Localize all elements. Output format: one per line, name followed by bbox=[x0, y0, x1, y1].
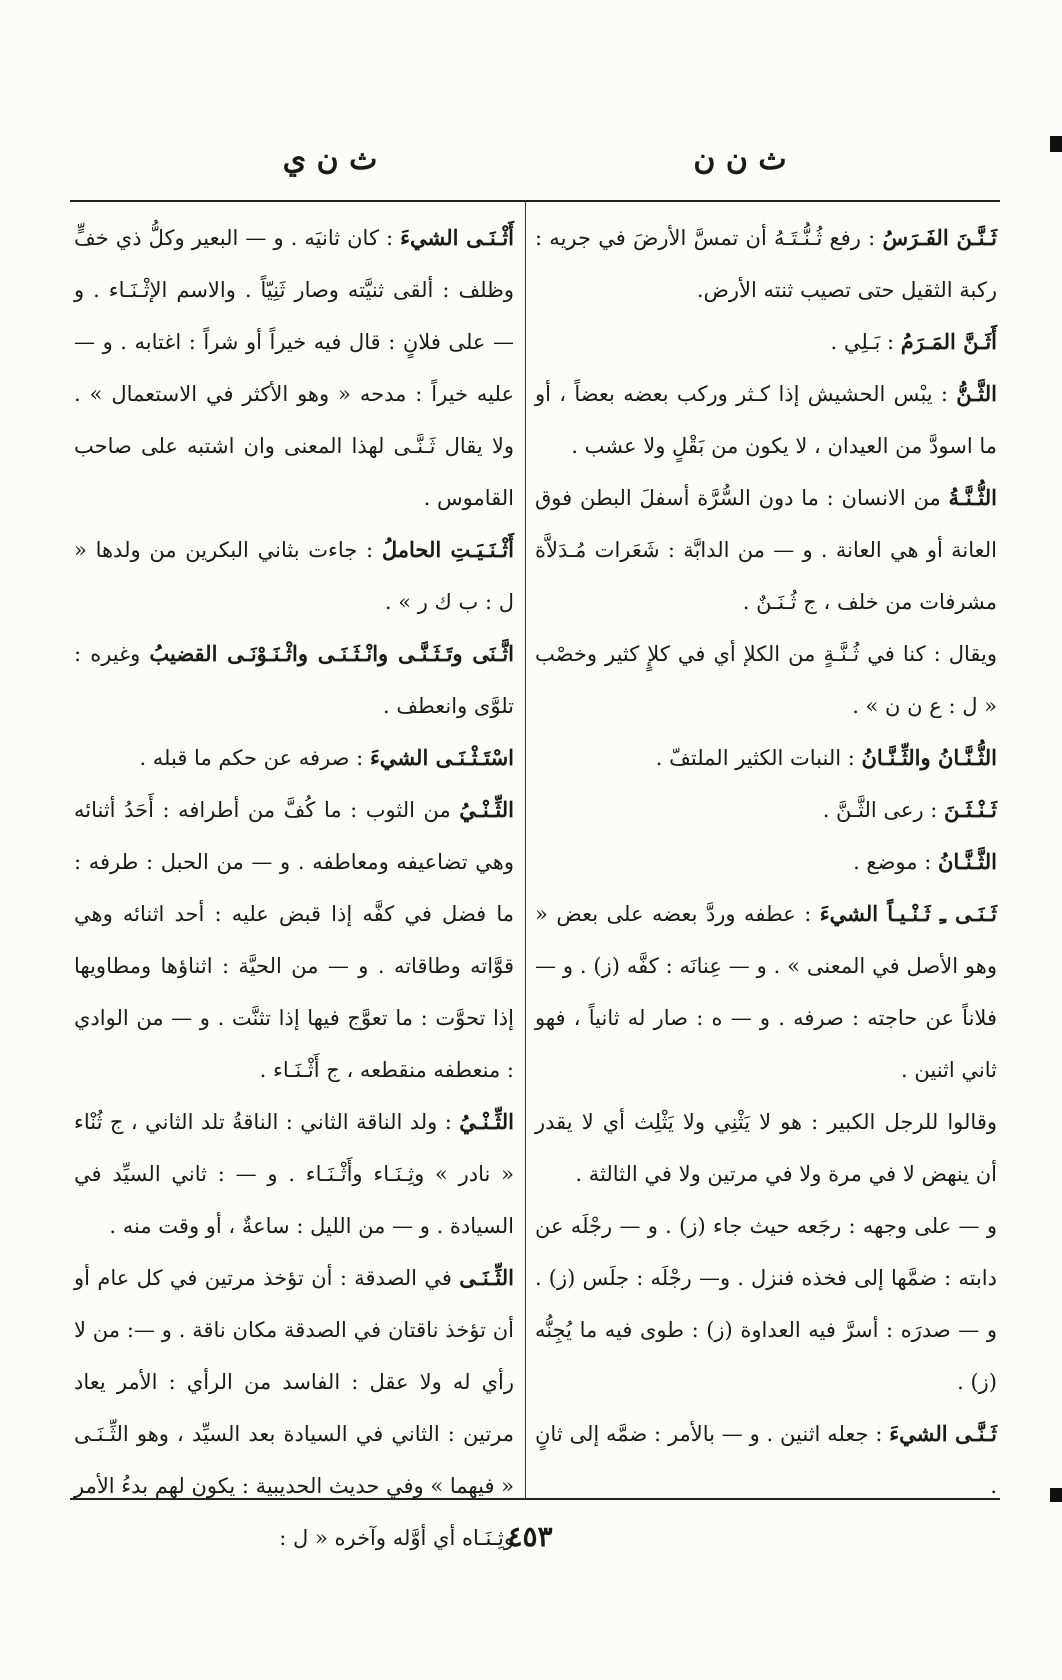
entry-definition: من الانسان : ما دون السُّرَّة أسفلَ البطن فوق العانة أو هي العانة . و — من الدابَّة : شَعَرات مُـدَلاَّة مشرفات من خلف ، ج ثُـنَـنٌ . bbox=[535, 486, 997, 614]
entry-definition: و — على وجهه : رجَعه حيث جاء (ز) . و — رجْلَه عن دابته : ضمَّها إلى فخذه فنزل . و— رجْلَه : جلَس (ز) . و — صدرَه : أسرَّ فيه العداوة (ز) : طوى فيه ما يُجِنُّه (ز) . bbox=[535, 1214, 997, 1394]
dictionary-entry bbox=[535, 368, 997, 472]
entry-definition: : جعله اثنين . و — بالأمر : ضمَّه إلى ثانٍ . bbox=[535, 1422, 997, 1498]
column-divider bbox=[525, 200, 526, 1498]
entry-headword: الثِّـنْـيُ bbox=[459, 797, 514, 822]
entry-definition: في الصدقة : أن تؤخذ مرتين في كل عام أو أن تؤخذ ناقتان في الصدقة مكان ناقة . و —: من لا رأي له ولا عقل : الفاسد من الرأي : الأمر يعاد مرتين : الثاني في السيادة بعد السيِّد ، وهو الثِّـنَـى « فيهما » وفي حديث الحديبية : يكون لهم بدءُ الأمر وثِـنَـاه أي أوَّله وآخره « ل : bbox=[73, 1266, 514, 1550]
dictionary-entry bbox=[74, 1096, 514, 1252]
dictionary-entry bbox=[535, 732, 997, 784]
entry-definition: : موضع . bbox=[853, 850, 938, 874]
entry-headword: الثِّـنَـى bbox=[459, 1265, 514, 1290]
entry-definition: من الثوب : ما كُفَّ من أطرافه : أَحَدُ أثنائه وهي تضاعيفه ومعاطفه . و — من الحبل : طرفه : ما فضل في كفَّه إذا قبض عليه : أحد اثنائه وهي قوَّاته وطاقاته . و — من الحيَّة : اثناؤها ومطاويها إذا تحوَّت : ما تعوَّج فيها إذا تثنَّت . و — من الوادي : منعطفه منقطعه ، ج أَثْـنَـاء . bbox=[74, 798, 514, 1082]
dictionary-entry bbox=[535, 1200, 997, 1408]
entry-headword: أَثْـنَـيَـتِ الحاملُ bbox=[381, 537, 514, 562]
page-number: ٤٥٣ bbox=[507, 1520, 553, 1553]
dictionary-entry bbox=[535, 784, 997, 836]
entry-definition: ويقال : كنا في ثُـنَّـةٍ من الكلإ أي في كلإٍ كثير وخصْب « ل : ع ن ن » . bbox=[535, 642, 997, 718]
entry-headword: اسْتَـثْـنَـى الشيءَ bbox=[369, 745, 514, 770]
entry-headword: ثَـنْـثَـنَ bbox=[944, 797, 997, 822]
left-column bbox=[73, 212, 515, 1550]
entry-headword: الثُّـنَّـانُ والثِّـنَّـانُ bbox=[861, 745, 997, 770]
dictionary-entry bbox=[535, 316, 997, 368]
entry-headword: الثِّـنْـيُ bbox=[459, 1109, 514, 1134]
entry-headword: الثَّـنُّ bbox=[956, 381, 997, 406]
entry-definition: : رعى الثَّـنَّ . bbox=[822, 798, 945, 822]
dictionary-entry bbox=[535, 1096, 997, 1200]
entry-definition: وقالوا للرجل الكبير : هو لا يَثْنِي ولا يَثْلِث أي لا يقدر أن ينهض لا في مرة ولا في مرتين ولا في الثالثة . bbox=[535, 1110, 997, 1186]
edge-mark-top bbox=[1050, 136, 1062, 152]
right-column bbox=[535, 212, 998, 1498]
entry-definition: : رفع ثُـنُّـتَـهُ أن تمسَّ الأرضَ في جريه : ركبة الثقيل حتى تصيب ثنته الأرض. bbox=[535, 226, 997, 302]
entry-definition: : كان ثانيَه . و — البعير وكلُّ ذي خفٍّ وظلف : ألقى ثنيَّته وصار ثَنِيّاً . والاسم الإثْـنَـاء . و — على فلانٍ : قال فيه خيراً أو شراً : اغتابه . و — عليه خيراً : مدحه « وهو الأكثر في الاستعمال » . ولا يقال ثَـنَّـى لهذا المعنى وان اشتبه على صاحب القاموس . bbox=[74, 226, 514, 510]
entry-definition: : يبْس الحشيش إذا كـثر وركب بعضه بعضاً ، أو ما اسودَّ من العيدان ، لا يكون من بَقْلٍ ولا عشب . bbox=[535, 382, 997, 458]
dictionary-entry bbox=[535, 472, 997, 628]
entry-headword: ثَـنَّـى الشيءَ bbox=[889, 1421, 997, 1446]
entry-headword: الثَّـنَّـانُ bbox=[937, 849, 997, 874]
root-header-left: ث ن ي bbox=[282, 142, 378, 177]
dictionary-entry bbox=[535, 888, 997, 1096]
entry-definition: : ولد الناقة الثاني : الناقةُ تلد الثاني ، ج ثُنْاء « نادر » وثِـنَـاء وأَثْـنَـاء . و — : ثاني السيِّد في السيادة . و — من الليل : ساعةٌ ، أو وقت منه . bbox=[74, 1110, 514, 1238]
dictionary-entry bbox=[535, 212, 997, 316]
entry-headword: اثَّـنَى وتَـثَـنَّـى وانْـثَـنَـى واثْـنَـوْنَـى القضيبُ bbox=[149, 641, 514, 666]
root-header-right: ث ن ن bbox=[693, 142, 787, 177]
dictionary-entry bbox=[535, 1408, 997, 1512]
top-rule bbox=[70, 200, 1000, 202]
entry-definition: : صرفه عن حكم ما قبله . bbox=[139, 746, 370, 770]
dictionary-entry bbox=[535, 628, 997, 732]
bottom-rule bbox=[70, 1498, 1000, 1500]
entry-headword: ثَـنَّـنَ الفَـرَسُ bbox=[882, 225, 998, 250]
entry-headword: الثُّـنَّـةُ bbox=[948, 485, 997, 510]
dictionary-entry bbox=[74, 784, 514, 1096]
edge-mark-bottom bbox=[1050, 1488, 1062, 1502]
entry-definition: وغيره : تلوَّى وانعطف . bbox=[74, 642, 514, 718]
dictionary-entry bbox=[74, 732, 514, 784]
entry-definition: : عطفه وردَّ بعضه على بعض « وهو الأصل في المعنى » . و — عِنانَه : كفَّه (ز) . و — فلاناً عن حاجته : صرفه . و — ه : صار له ثانياً ، فهو ثاني اثنين . bbox=[535, 902, 997, 1082]
entry-definition: : بَـلِي . bbox=[830, 330, 901, 354]
entry-headword: أَثَـنَّ المَـرَمُ bbox=[900, 329, 997, 354]
entry-headword: ثَـنَـى ـِ ثَـنْـيـاً الشيءَ bbox=[819, 901, 998, 926]
entry-headword: أَثْـنَـى الشيءَ bbox=[400, 225, 515, 250]
dictionary-entry bbox=[74, 1252, 514, 1564]
dictionary-entry bbox=[74, 212, 514, 524]
dictionary-entry bbox=[74, 628, 514, 732]
entry-definition: : النبات الكثير الملتفّ . bbox=[655, 746, 862, 770]
dictionary-entry bbox=[74, 524, 514, 628]
dictionary-entry bbox=[535, 836, 997, 888]
entry-definition: : جاءت بثاني البكرين من ولدها « ل : ب ك ر » . bbox=[74, 538, 514, 614]
